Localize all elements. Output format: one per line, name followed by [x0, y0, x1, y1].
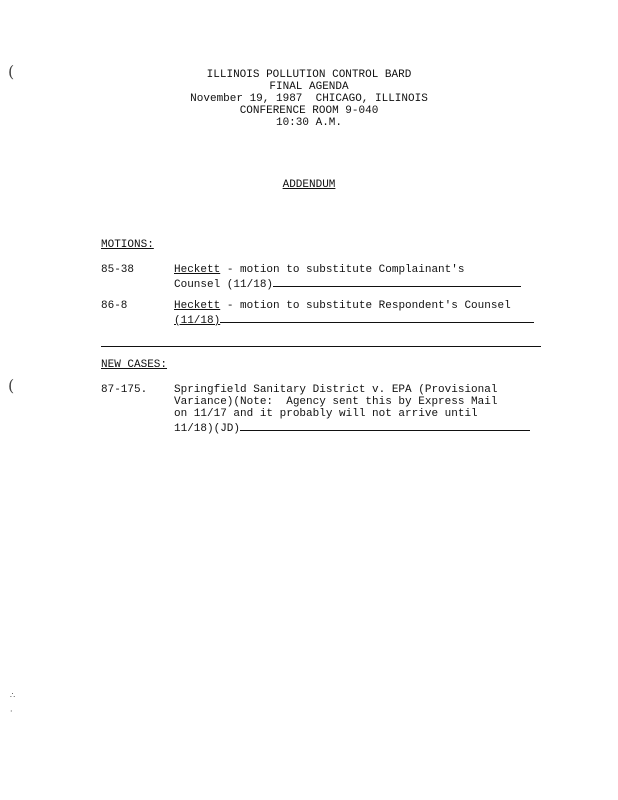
- fill-line: [220, 312, 534, 323]
- motion-party-name: Heckett: [174, 264, 221, 276]
- motion-description-text: (11/18): [174, 315, 221, 327]
- motion-description-line2: [174, 276, 521, 291]
- agenda-title: FINAL AGENDA: [269, 81, 349, 93]
- motion-description-line1: [174, 300, 511, 312]
- new-case-description-line3: on 11/17 and it probably will not arrive until: [174, 408, 478, 420]
- new-case-number: 87-175.: [101, 384, 148, 396]
- meeting-room: CONFERENCE ROOM 9-040: [239, 105, 379, 117]
- new-case-description-line4: [174, 420, 530, 435]
- motion-case-number: 85-38: [101, 264, 135, 276]
- new-cases-heading: NEW CASES:: [101, 359, 168, 371]
- motion-description-line2: [174, 312, 534, 327]
- motion-party-name: Heckett: [174, 300, 221, 312]
- motion-description-text: - motion to substitute Respondent's Counsel: [220, 300, 511, 312]
- agency-name: ILLINOIS POLLUTION CONTROL BARD: [206, 69, 412, 81]
- scan-hole-mark: (: [8, 376, 15, 395]
- scan-speck-mark: ·: [10, 707, 13, 716]
- fill-line: [240, 420, 530, 431]
- new-case-description-line1: Springfield Sanitary District v. EPA (Provisional: [174, 384, 498, 396]
- meeting-time: 10:30 A.M.: [275, 117, 342, 129]
- motion-description-text: Counsel (11/18): [174, 279, 274, 291]
- motion-case-number: 86-8: [101, 300, 128, 312]
- meeting-date-location: November 19, 1987 CHICAGO, ILLINOIS: [190, 93, 428, 105]
- addendum-title: ADDENDUM: [282, 179, 336, 191]
- motion-description-text: - motion to substitute Complainant's: [220, 264, 465, 276]
- scan-speck-mark: ∴: [10, 691, 16, 700]
- new-case-description-line2: Variance)(Note: Agency sent this by Express Mail: [174, 396, 498, 408]
- motions-heading: MOTIONS:: [101, 239, 154, 251]
- new-case-description-text: 11/18)(JD): [174, 423, 241, 435]
- motion-description-line1: [174, 264, 464, 276]
- section-divider: [101, 346, 541, 347]
- fill-line: [273, 276, 521, 287]
- scan-hole-mark: (: [8, 62, 15, 81]
